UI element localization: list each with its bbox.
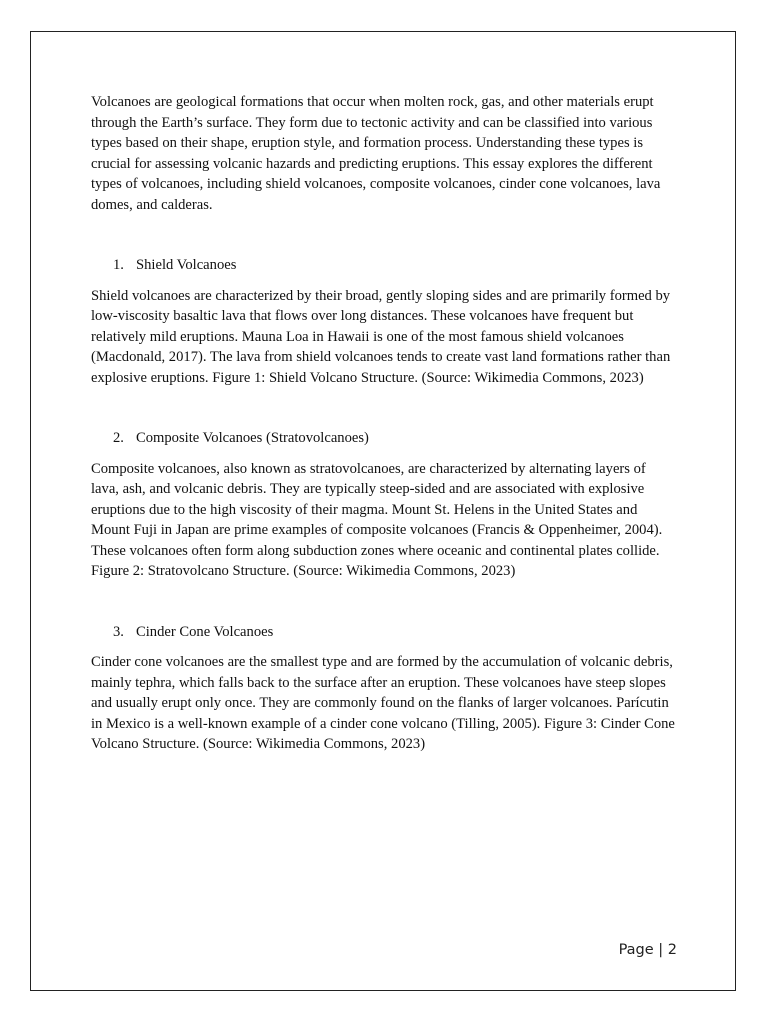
spacer bbox=[91, 215, 675, 255]
section-number: 3. bbox=[113, 623, 124, 640]
section-heading-composite bbox=[91, 428, 675, 449]
section-heading-cinder-cone bbox=[91, 622, 675, 643]
section-number: 1. bbox=[113, 257, 124, 273]
spacer bbox=[91, 388, 675, 428]
section-title: Shield Volcanoes bbox=[136, 257, 237, 273]
section-body-cinder-cone: Cinder cone volcanoes are the smallest type and are formed by the accumulation of volcanic debris, mainly tephra, which falls back to the surface after an eruption. These volcanoes have steep slopes and usually erupt only once. They are commonly found on the flanks of larger volcanoes. Parícutin in Mexico is a well-known example of a cinder cone volcano (Tilling, 2005). Figure 3: Cinder Cone Volcano Structure. (Source: Wikimedia Commons, 2023) bbox=[91, 654, 675, 752]
spacer bbox=[91, 582, 675, 622]
document-body bbox=[91, 92, 675, 755]
section-number: 2. bbox=[113, 430, 124, 446]
intro-paragraph: Volcanoes are geological formations that occur when molten rock, gas, and other materials erupt through the Earth’s surface. They form due to tectonic activity and can be classified into various types based on their shape, eruption style, and formation process. Understanding these types is crucial for assessing volcanic hazards and predicting eruptions. This essay explores the different types of volcanoes, including shield volcanoes, composite volcanoes, cinder cone volcanoes, lava domes, and calderas. bbox=[91, 94, 661, 213]
section-title: Cinder Cone Volcanoes bbox=[136, 623, 274, 640]
section-heading-shield bbox=[91, 255, 675, 276]
spacer bbox=[91, 449, 675, 459]
section-body-shield: Shield volcanoes are characterized by their broad, gently sloping sides and are primarily formed by low-viscosity basaltic lava that flows over long distances. These volcanoes have frequent but relatively mild eruptions. Mauna Loa in Hawaii is one of the most famous shield volcanoes (Macdonald, 2017). The lava from shield volcanoes tends to create vast land formations rather than explosive eruptions. Figure 1: Shield Volcano Structure. (Source: Wikimedia Commons, 2023) bbox=[91, 287, 671, 386]
section-title: Composite Volcanoes (Stratovolcanoes) bbox=[136, 430, 369, 446]
spacer bbox=[91, 276, 675, 286]
spacer bbox=[91, 642, 675, 652]
document-page bbox=[30, 31, 736, 991]
page-number: Page | 2 bbox=[618, 942, 677, 958]
section-body-composite: Composite volcanoes, also known as stratovolcanoes, are characterized by alternating layers of lava, ash, and volcanic debris. They are typically steep-sided and are associated with explosive eruptions due to the high viscosity of their magma. Mount St. Helens in the United States and Mount Fuji in Japan are prime examples of composite volcanoes (Francis & Oppenheimer, 2004). These volcanoes often form along subduction zones where oceanic and continental plates collide. Figure 2: Stratovolcano Structure. (Source: Wikimedia Commons, 2023) bbox=[91, 460, 663, 579]
